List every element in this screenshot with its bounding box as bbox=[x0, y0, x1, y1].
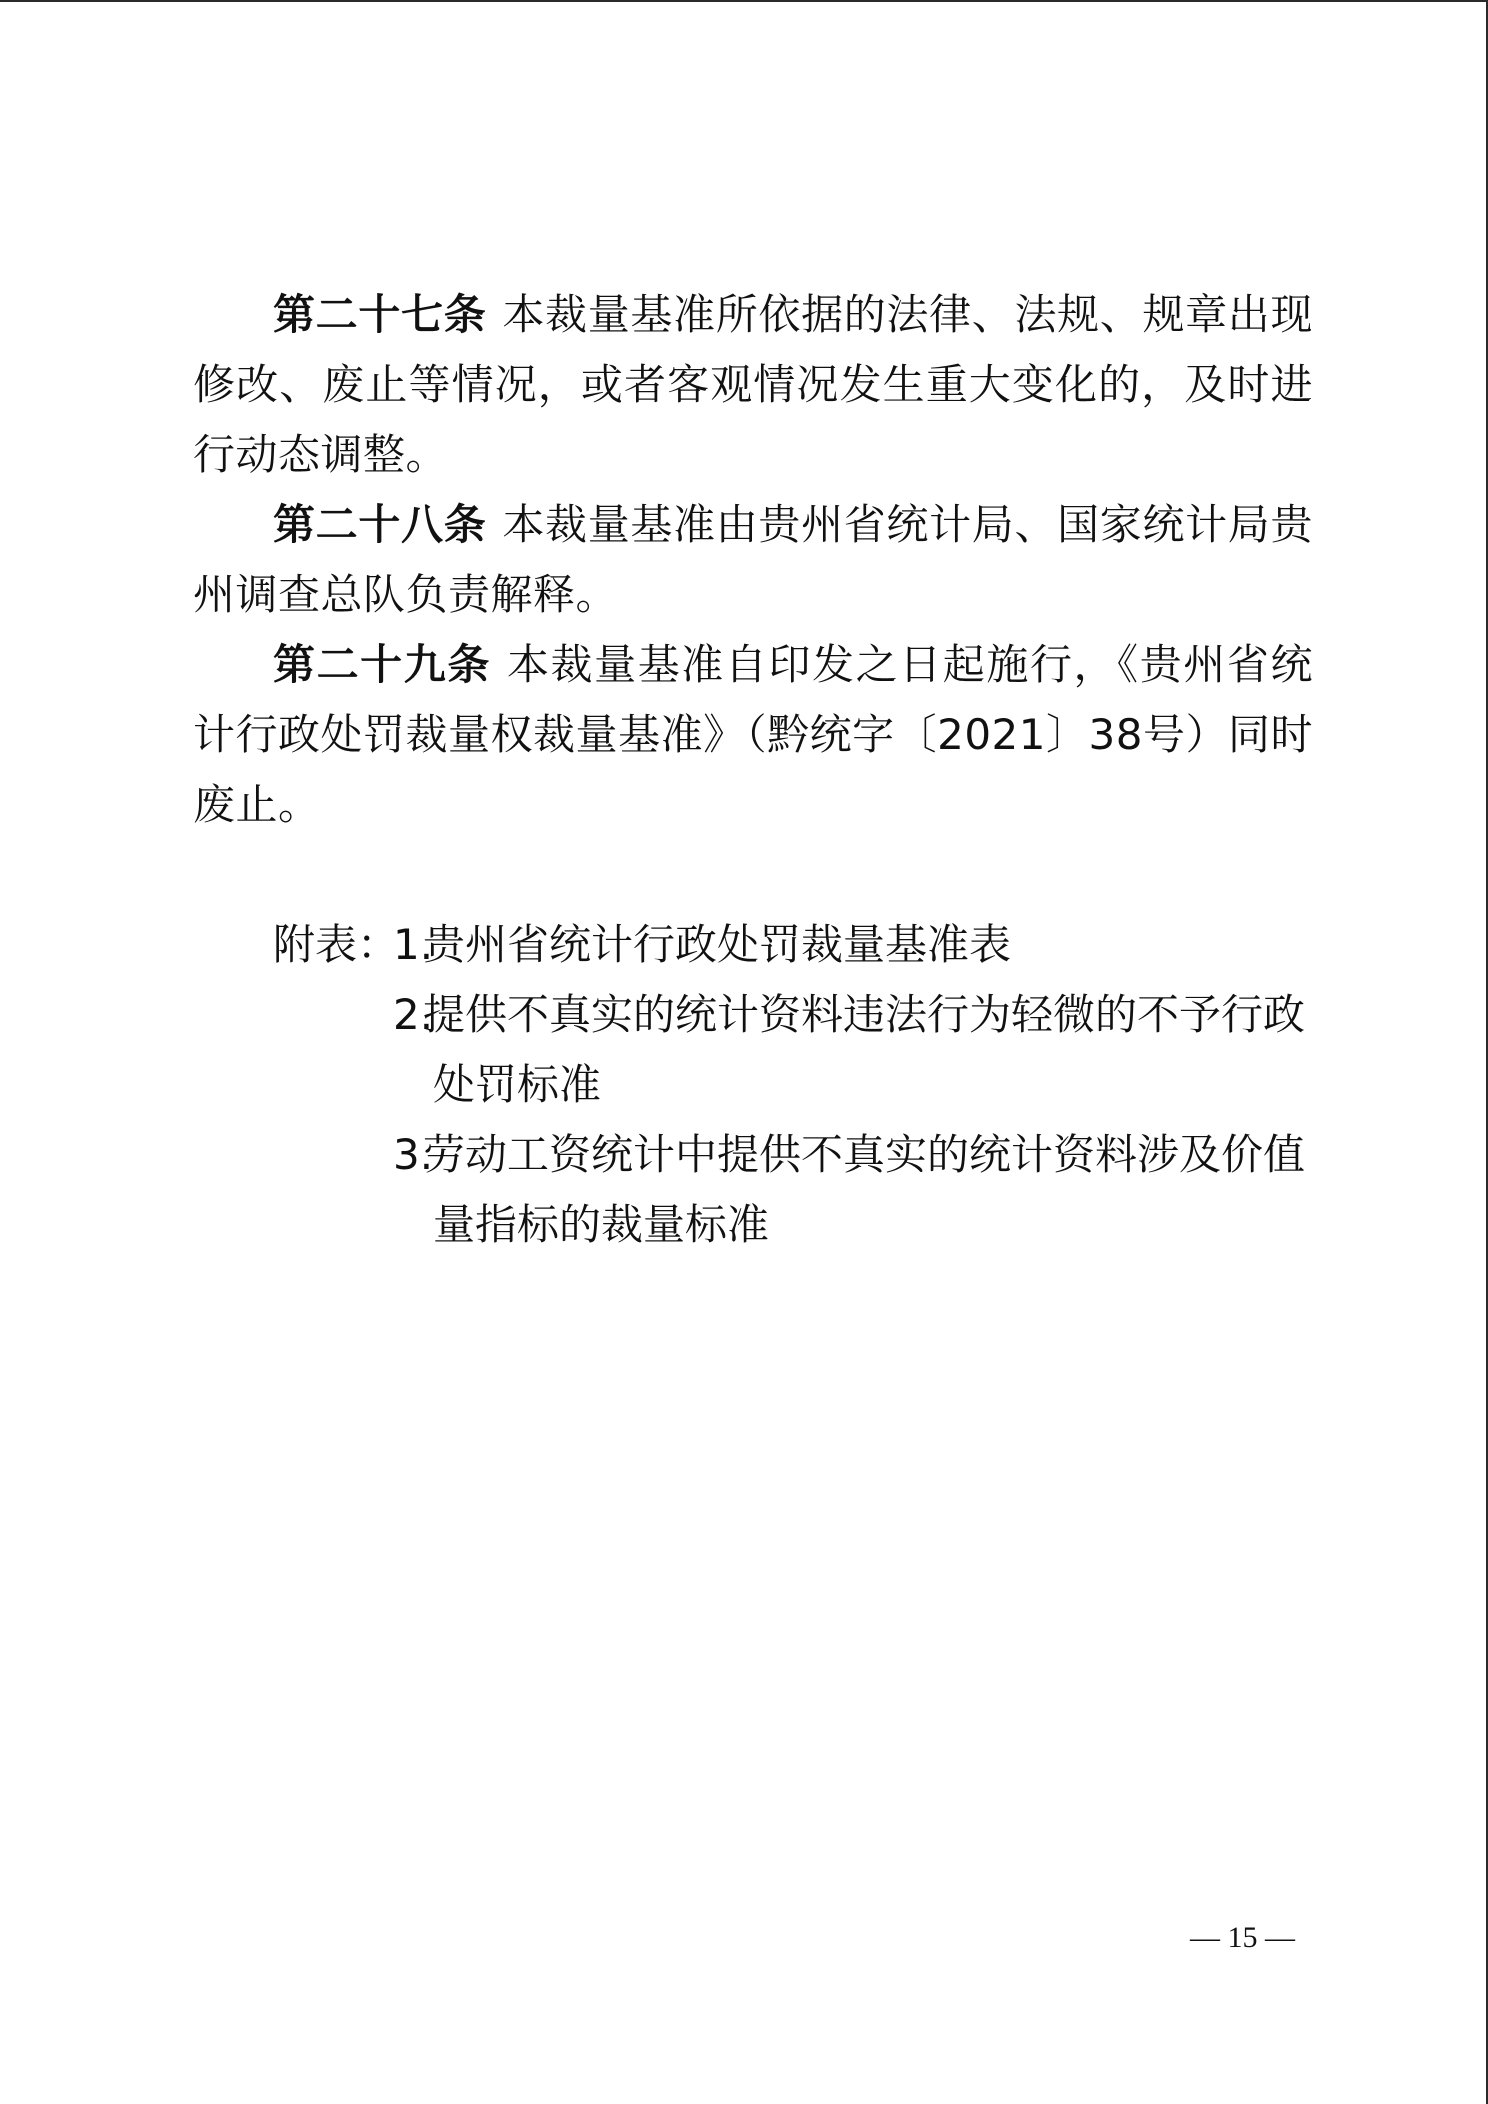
article-28 bbox=[193, 490, 1313, 630]
document-body bbox=[193, 280, 1313, 1260]
article-text: 本裁量基准由贵州省统计局、国家统计局贵州调查总队负责解释。 bbox=[193, 500, 1313, 619]
attachment-title: 劳动工资统计中提供不真实的统计资料涉及价值量指标的裁量标准 bbox=[423, 1130, 1306, 1249]
article-text: 本裁量基准自印发之日起施行，《贵州省统计行政处罚裁量权裁量基准》（黔统字〔2021〕38号）同时废止。 bbox=[193, 640, 1313, 829]
article-text: 本裁量基准所依据的法律、法规、规章出现修改、废止等情况，或者客观情况发生重大变化的，及时进行动态调整。 bbox=[193, 290, 1313, 479]
attachment-number: 2. bbox=[393, 990, 434, 1039]
attachments-list bbox=[393, 910, 1313, 1260]
page-number: — 15 — bbox=[1190, 1921, 1295, 1954]
attachment-number: 3. bbox=[393, 1130, 434, 1179]
attachments-label: 附表： bbox=[273, 920, 400, 969]
article-title: 第二十九条 bbox=[273, 640, 491, 689]
article-27 bbox=[193, 280, 1313, 490]
attachments-section bbox=[193, 910, 1313, 1260]
article-title: 第二十七条 bbox=[273, 290, 487, 339]
attachment-item-1 bbox=[393, 910, 1313, 980]
attachment-title: 贵州省统计行政处罚裁量基准表 bbox=[423, 920, 1012, 969]
attachment-number: 1. bbox=[393, 920, 434, 969]
article-title: 第二十八条 bbox=[273, 500, 487, 549]
attachment-item-3 bbox=[393, 1120, 1313, 1260]
attachment-title: 提供不真实的统计资料违法行为轻微的不予行政处罚标准 bbox=[423, 990, 1306, 1109]
attachment-item-2 bbox=[393, 980, 1313, 1120]
article-29 bbox=[193, 630, 1313, 840]
